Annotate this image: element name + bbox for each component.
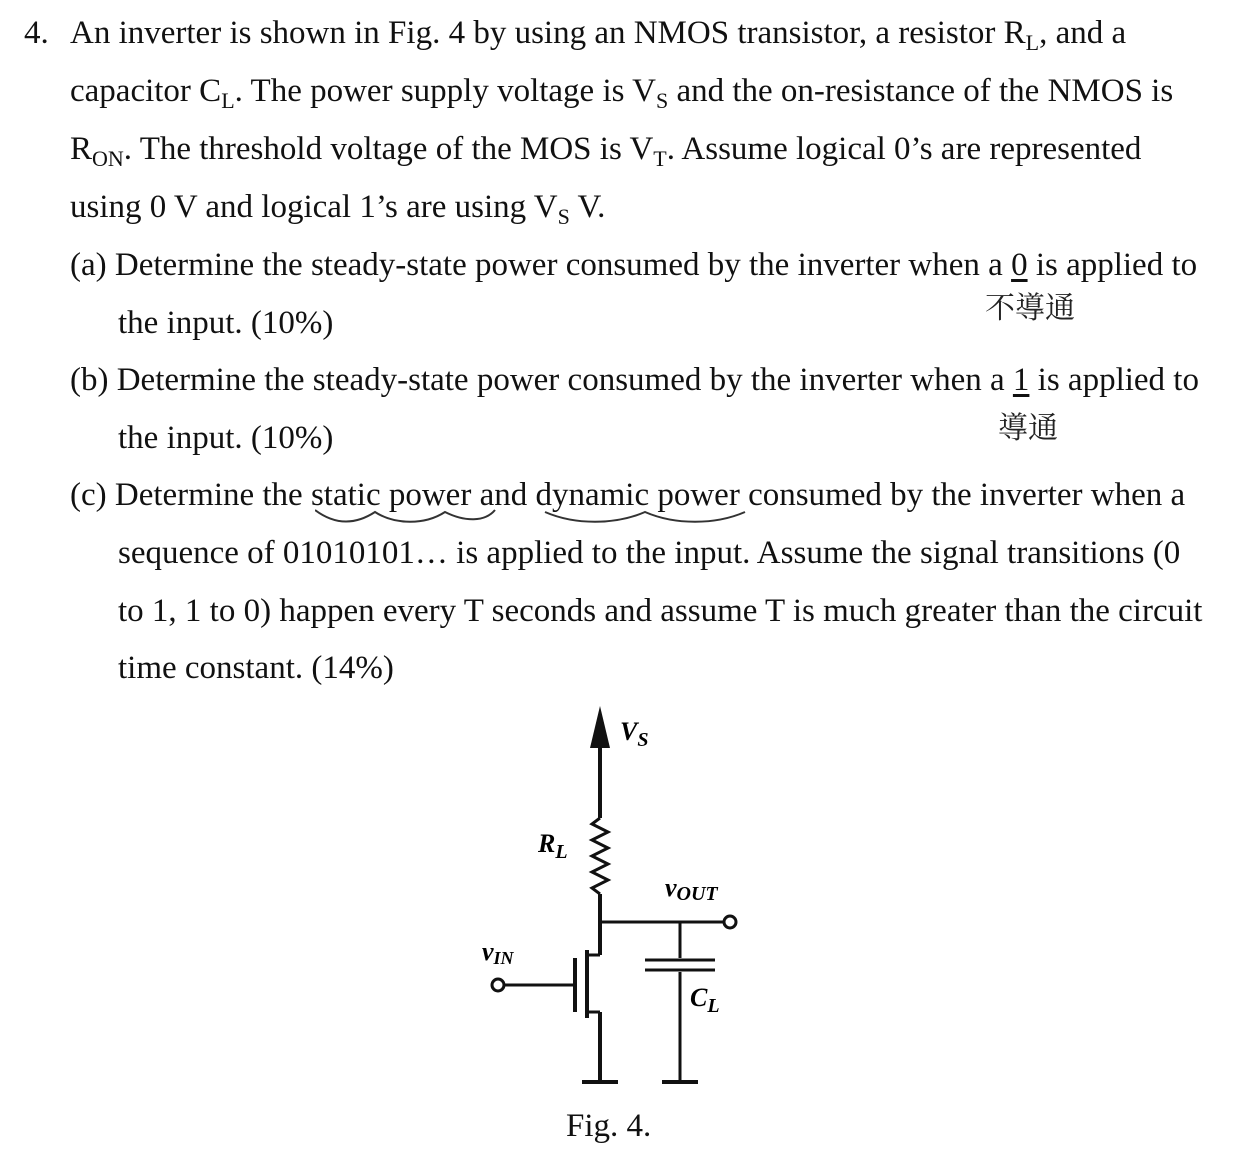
vout-label: vOUT: [665, 873, 718, 905]
rl-label: $R_L$: [538, 829, 568, 863]
part-a-line-1: (a) Determine the steady-state power consumed by the inverter when a 0 is applied to: [70, 247, 1198, 283]
part-b-line-1: (b) Determine the steady-state power consumed by the inverter when a 1 is applied to: [70, 362, 1199, 398]
vin-terminal: [492, 979, 504, 991]
handwritten-note-b: 導通: [998, 411, 1058, 446]
part-b-line-2: the input. (10%): [118, 420, 334, 456]
part-b-value: 1: [1012, 362, 1030, 398]
question-line-4: using 0 V and logical 1’s are using $V_S$ V.: [70, 189, 606, 229]
question-line-1: [70, 15, 1200, 55]
handwritten-underline-static-power: [315, 500, 1075, 530]
resistor-rl: [592, 818, 608, 894]
figure-caption: Fig. 4.: [566, 1108, 652, 1144]
question-line-3: $R_{ON}$. The threshold voltage of the MOS is $V_T$. Assume logical 0’s are represented: [70, 131, 1142, 171]
question-line-2: capacitor $C_L$. The power supply voltage is $V_S$ and the on-resistance of the NMOS is: [70, 73, 1174, 113]
vout-terminal: [724, 916, 736, 928]
inverter-circuit-diagram: [460, 700, 760, 1100]
question-number: 4.: [24, 15, 49, 51]
part-a-line-2: the input. (10%): [118, 305, 334, 341]
cl-label: $C_L$: [690, 983, 720, 1017]
part-c-line-4: time constant. (14%): [118, 650, 394, 686]
part-a-value: 0: [1011, 247, 1028, 283]
part-c-line-3: to 1, 1 to 0) happen every T seconds and assume T is much greater than the circuit: [118, 593, 1203, 629]
q-line1-text: An inverter is shown in Fig. 4 by using an NMOS transistor, a resistor $R_L$, and a: [70, 15, 1127, 55]
vs-label: $V_S$: [620, 717, 649, 751]
vin-label: vIN: [482, 937, 514, 968]
part-c-line-1: (c) Determine the static power and dynamic power consumed by the inverter when a: [70, 477, 1186, 513]
part-c-line-2: sequence of 01010101… is applied to the input. Assume the signal transitions (0: [118, 535, 1181, 571]
handwritten-note-a: 不導通: [985, 291, 1075, 326]
